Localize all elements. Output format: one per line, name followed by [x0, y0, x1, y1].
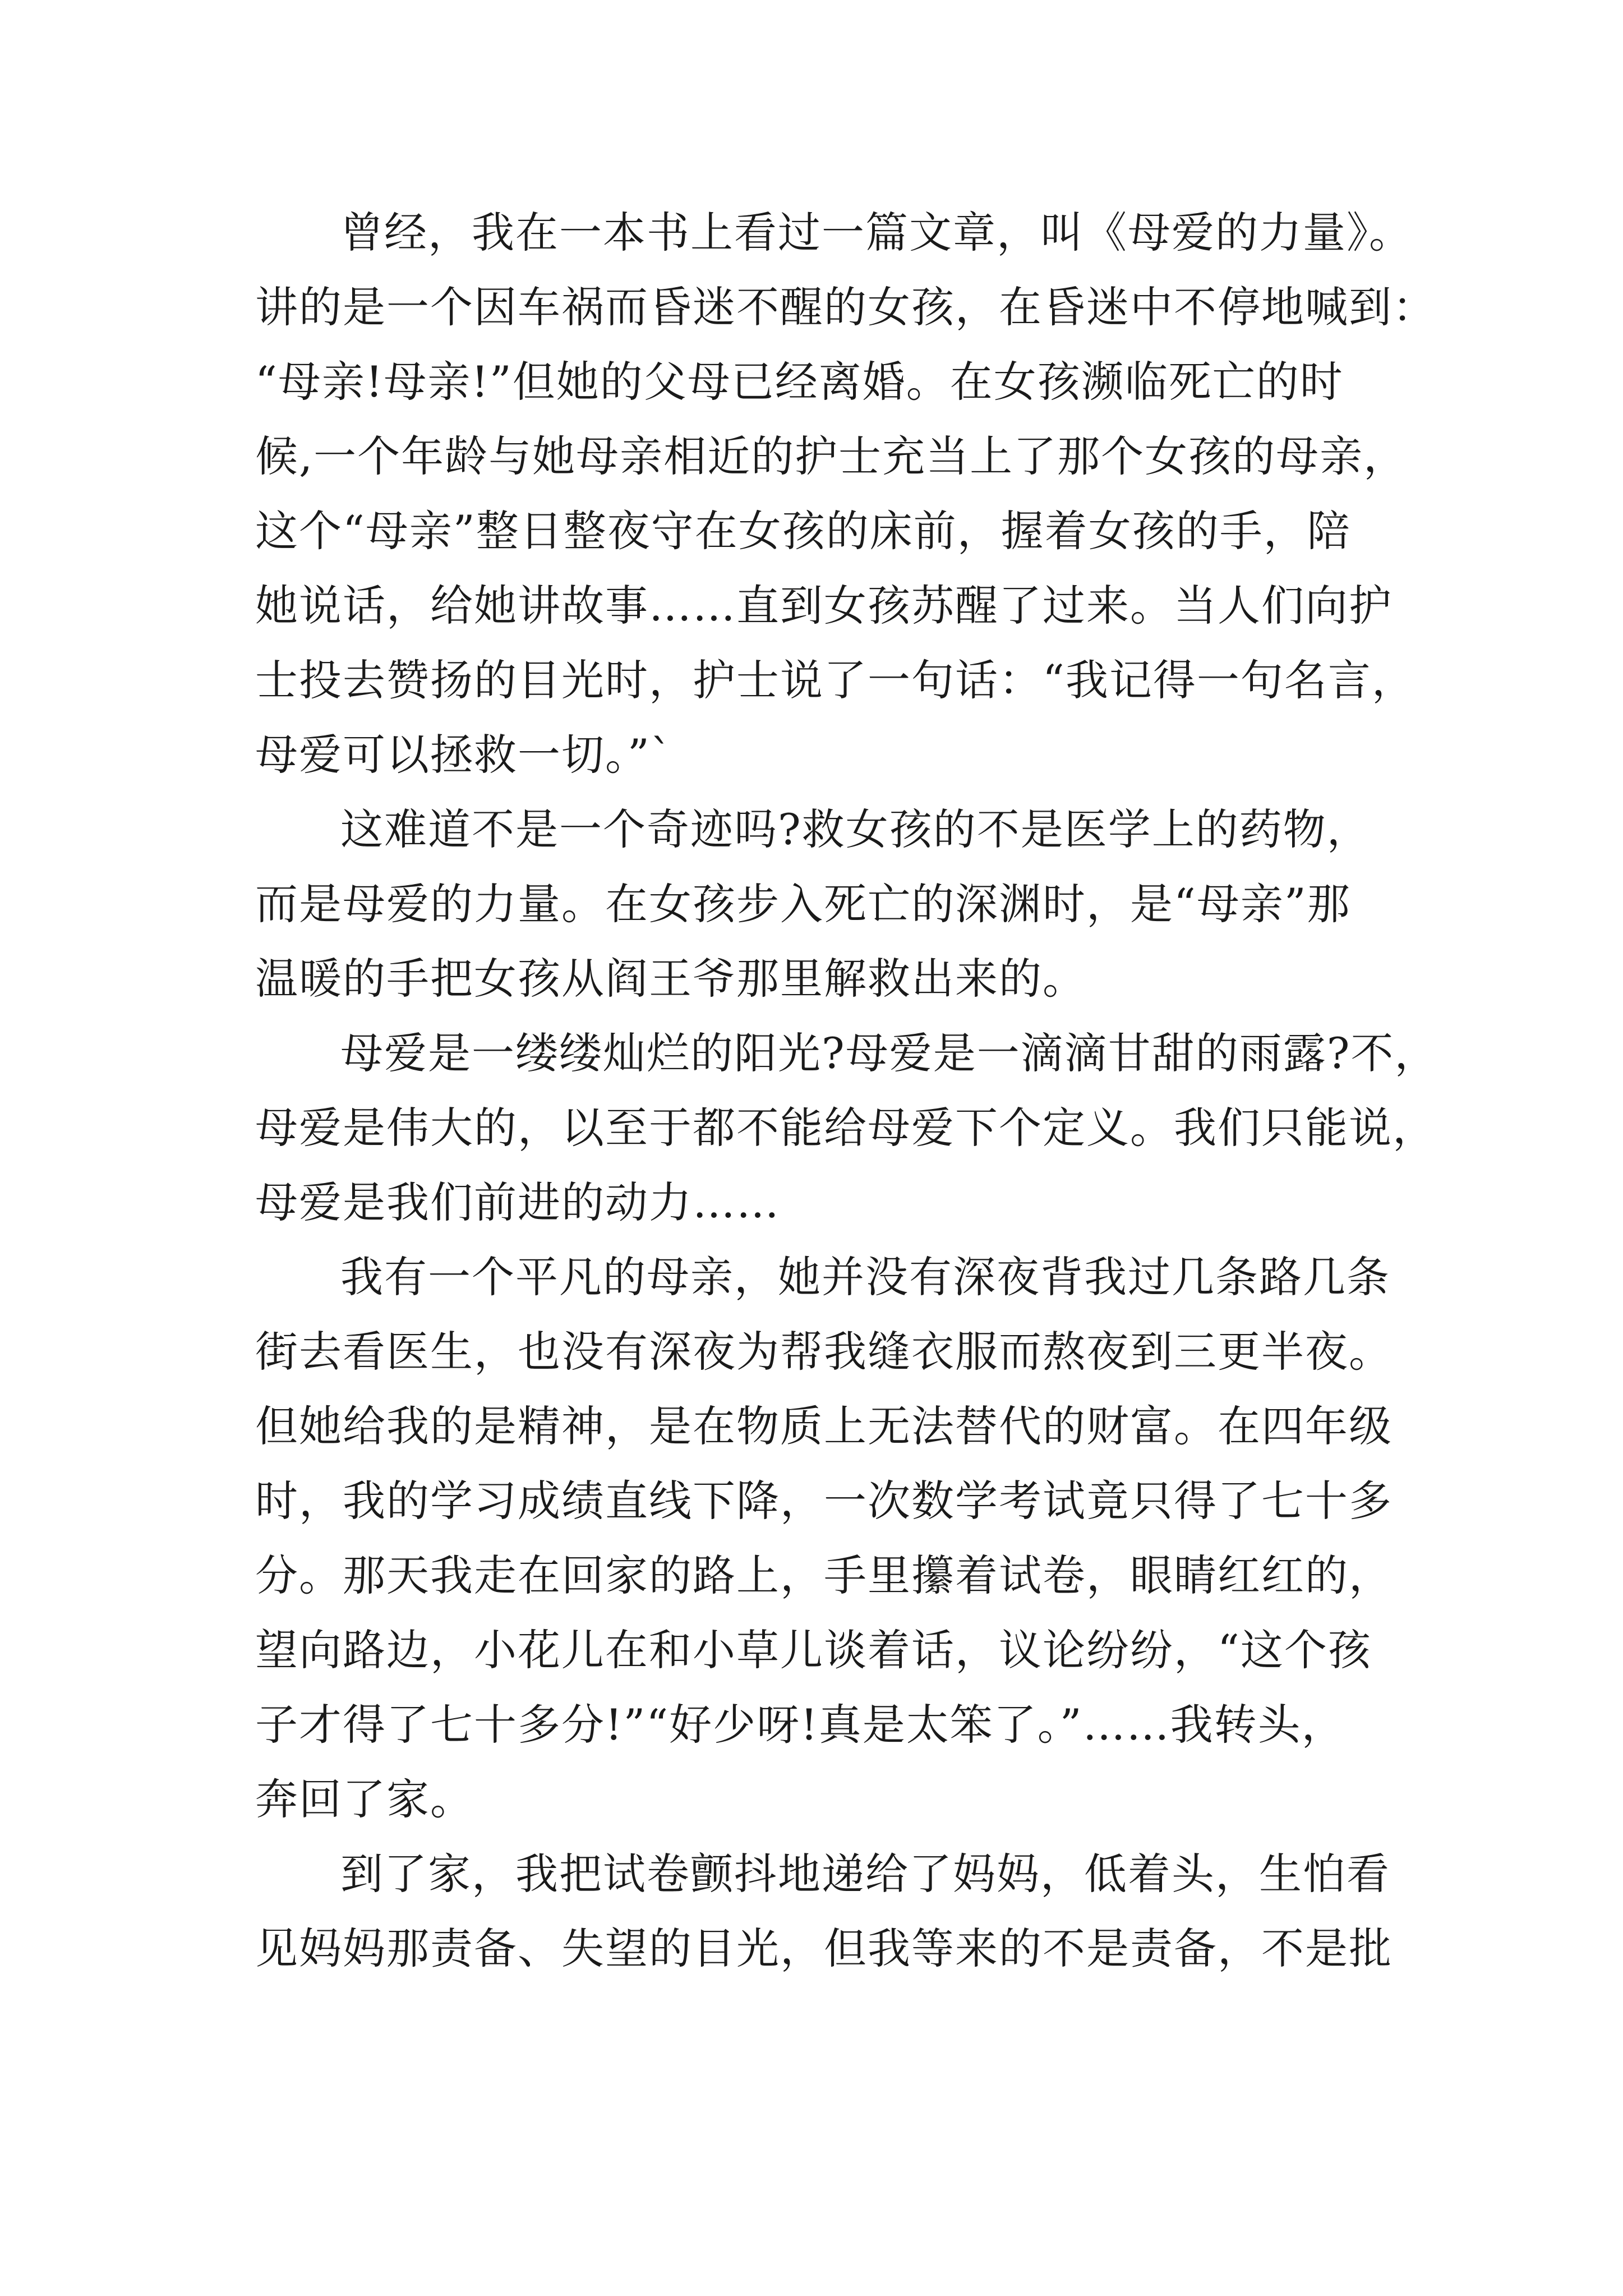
text-line: 奔回了家。: [255, 1774, 474, 1824]
text-line: 母爱是我们前进的动力……: [255, 1177, 780, 1227]
text-line: 温暖的手把女孩从阎王爷那里解救出来的。: [255, 954, 1086, 1004]
text-line: 讲的是一个因车祸而昏迷不醒的女孩，在昏迷中不停地喊到：: [255, 282, 1436, 332]
text-line: 街去看医生，也没有深夜为帮我缝衣服而熬夜到三更半夜。: [255, 1327, 1393, 1377]
text-line: 而是母爱的力量。在女孩步入死亡的深渊时，是“母亲”那: [255, 879, 1351, 929]
text-line: 但她给我的是精神，是在物质上无法替代的财富。在四年级: [255, 1401, 1393, 1451]
text-line: 分。那天我走在回家的路上，手里攥着试卷，眼睛红红的，: [255, 1550, 1393, 1600]
text-line: 我有一个平凡的母亲，她并没有深夜背我过几条路几条: [340, 1252, 1390, 1302]
text-line: 候,一个年龄与她母亲相近的护士充当上了那个女孩的母亲，: [255, 431, 1408, 481]
text-line: 见妈妈那责备、失望的目光，但我等来的不是责备，不是批: [255, 1924, 1393, 1973]
essay-body: [255, 195, 1438, 1986]
text-line: 她说话，给她讲故事……直到女孩苏醒了过来。当人们向护: [255, 581, 1393, 631]
text-line: 母爱是伟大的，以至于都不能给母爱下个定义。我们只能说，: [255, 1103, 1436, 1153]
text-line: 子才得了七十多分!”“好少呀!真是太笨了。”……我转头，: [255, 1700, 1345, 1750]
text-line: 望向路边，小花儿在和小草儿谈着话，议论纷纷，“这个孩: [255, 1625, 1372, 1675]
text-line: 母爱可以拯救一切。”`: [255, 730, 673, 780]
text-line: 母爱是一缕缕灿烂的阳光?母爱是一滴滴甘甜的雨露?不，: [340, 1028, 1438, 1078]
text-line: 士投去赞扬的目光时，护士说了一句话：“我记得一句名言，: [255, 655, 1415, 705]
text-line: 这难道不是一个奇迹吗?救女孩的不是医学上的药物，: [340, 804, 1371, 854]
text-line: 时，我的学习成绩直线下降，一次数学考试竟只得了七十多: [255, 1476, 1393, 1526]
text-line: 曾经，我在一本书上看过一篇文章，叫《母爱的力量》。: [340, 208, 1413, 257]
text-line: 这个“母亲”整日整夜守在女孩的床前，握着女孩的手，陪: [255, 506, 1351, 556]
text-line: 到了家，我把试卷颤抖地递给了妈妈，低着头，生怕看: [340, 1849, 1390, 1899]
text-line: “母亲!母亲!”但她的父母已经离婚。在女孩濒临死亡的时: [255, 357, 1344, 407]
